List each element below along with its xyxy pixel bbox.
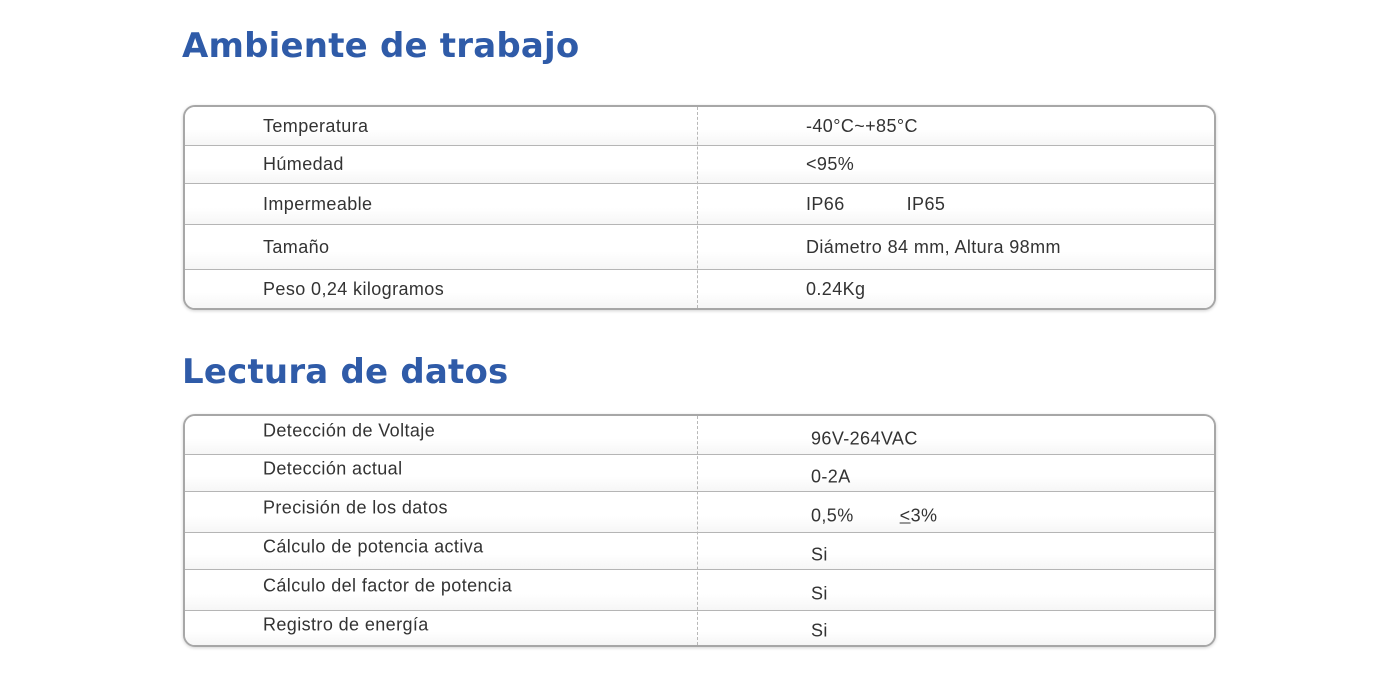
row-value: <95% bbox=[806, 154, 855, 174]
row-value: Si bbox=[811, 620, 828, 641]
row-label: Tamaño bbox=[263, 236, 330, 257]
precision-limit: 3% bbox=[910, 505, 938, 526]
row-label: Temperatura bbox=[263, 115, 369, 136]
section-title-ambiente: Ambiente de trabajo bbox=[182, 26, 580, 66]
row-label: Impermeable bbox=[263, 193, 373, 214]
row-value: Si bbox=[811, 583, 828, 604]
row-label: Detección de Voltaje bbox=[263, 420, 436, 441]
precision-value: 0,5% bbox=[811, 505, 854, 526]
table-row bbox=[185, 533, 1214, 570]
row-label: Registro de energía bbox=[263, 614, 429, 635]
table-row bbox=[185, 225, 1214, 270]
table-row bbox=[185, 416, 1214, 455]
row-value: 96V-264VAC bbox=[811, 428, 918, 449]
row-value: 0-2A bbox=[811, 466, 851, 487]
table-row bbox=[185, 184, 1214, 225]
table-row bbox=[185, 270, 1214, 308]
row-label: Peso 0,24 kilogramos bbox=[263, 278, 445, 299]
rating-ip65: IP65 bbox=[906, 193, 946, 214]
section-title-lectura: Lectura de datos bbox=[182, 352, 509, 392]
table-row bbox=[185, 146, 1214, 184]
row-value: Si bbox=[811, 544, 828, 565]
table-row bbox=[185, 455, 1214, 492]
row-label: Precisión de los datos bbox=[263, 497, 448, 518]
table-row bbox=[185, 611, 1214, 645]
row-value: 0.24Kg bbox=[806, 278, 866, 299]
row-value bbox=[806, 194, 945, 215]
row-value: Diámetro 84 mm, Altura 98mm bbox=[806, 236, 1061, 257]
row-label: Cálculo del factor de potencia bbox=[263, 575, 513, 596]
row-label: Cálculo de potencia activa bbox=[263, 536, 484, 557]
table-row bbox=[185, 570, 1214, 611]
row-value: -40°C~+85°C bbox=[806, 115, 918, 136]
table-row bbox=[185, 107, 1214, 146]
row-label: Húmedad bbox=[263, 154, 344, 174]
table-row bbox=[185, 492, 1214, 533]
less-equal-symbol: < bbox=[899, 505, 911, 526]
row-value bbox=[811, 506, 937, 527]
spec-table-lectura bbox=[183, 414, 1216, 647]
spec-table-ambiente bbox=[183, 105, 1216, 310]
row-label: Detección actual bbox=[263, 458, 403, 479]
rating-ip66: IP66 bbox=[806, 193, 845, 214]
